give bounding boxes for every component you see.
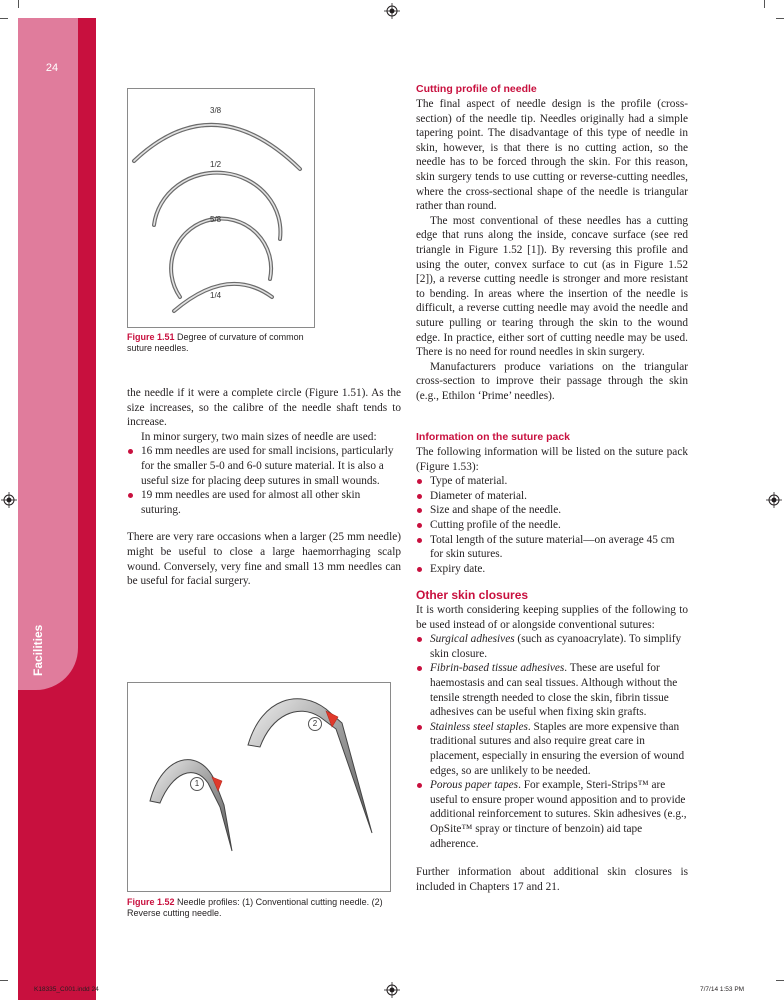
figure-152-caption — [127, 897, 393, 919]
list-term: Surgical adhesives — [430, 633, 515, 646]
crop-mark — [0, 980, 8, 981]
paragraph: Manufacturers produce variations on the triangular cross-section to improve their passage through the skin (e.g., Ethilon ‘Prime’ needles). — [416, 360, 688, 402]
crop-mark — [18, 0, 19, 8]
list-item: Type of material. — [416, 474, 688, 489]
right-column-cutting — [416, 97, 688, 403]
figure-151-caption — [127, 332, 307, 354]
crop-mark — [0, 18, 8, 19]
list-item: Diameter of material. — [416, 489, 688, 504]
figure-152 — [127, 682, 391, 892]
figure-number: Figure 1.52 — [127, 897, 175, 907]
slug-date: 7/7/14 1:53 PM — [700, 986, 745, 993]
list-term: Porous paper tapes — [430, 779, 519, 792]
paragraph: In minor surgery, two main sizes of needle are used: — [141, 430, 377, 443]
heading-suture-pack: Information on the suture pack — [416, 431, 571, 443]
list-term: Fibrin-based tissue adhesives — [430, 662, 565, 675]
crop-mark — [776, 980, 784, 981]
crop-mark — [764, 0, 765, 8]
list-item: Expiry date. — [416, 562, 688, 577]
heading-cutting-profile: Cutting profile of needle — [416, 83, 537, 95]
registration-mark-icon — [384, 3, 400, 19]
list-item — [416, 661, 688, 719]
paragraph: the needle if it were a complete circle (Figure 1.51). As the size increases, so the calibre of the needle shaft tends to increase. — [127, 387, 401, 429]
left-column — [127, 386, 401, 589]
paragraph: Further information about additional skin closures is included in Chapters 17 and 21. — [416, 866, 688, 893]
paragraph: It is worth considering keeping supplies of the following to be used instead of or alongside conventional sutures: — [416, 604, 688, 631]
marker-label: 1 — [194, 779, 200, 788]
closures-list — [416, 632, 688, 851]
caption-text: Degree of curvature of common suture needles. — [127, 332, 304, 353]
paragraph: The most conventional of these needles has a cutting edge that runs along the inside, concave surface (see red triangle in Figure 1.52 [1]). By reversing this profile and using the outer, convex surface to cut (as in Figure 1.52 [2]), a reverse cutting needle is stronger and more resistant to bending. In areas where the insertion of the needle is difficult, a reverse cutting needle may avoid the needle and suture pulling or tearing through the skin to the wound edge. In practice, either sort of cutting needle may be used. There is no need for round needles in skin surgery. — [416, 214, 688, 359]
right-column-info — [416, 445, 688, 576]
curvature-label: 1/2 — [210, 160, 222, 169]
needle-profile-illustration — [128, 683, 390, 891]
heading-other-closures: Other skin closures — [416, 588, 529, 602]
paragraph: There are very rare occasions when a larger (25 mm needle) might be useful to close a large haemorrhaging scalp wound. Conversely, very fine and small 13 mm needles can be useful for facial surgery. — [127, 531, 401, 588]
registration-mark-icon — [1, 492, 17, 508]
list-item: Size and shape of the needle. — [416, 503, 688, 518]
figure-number: Figure 1.51 — [127, 332, 175, 342]
paragraph: The following information will be listed on the suture pack (Figure 1.53): — [416, 446, 688, 473]
list-text: . These are useful for haemostasis and can seal tissues. Although without the tensile strength needed to close the skin, fibrin tissue adhesives can be useful when fixing skin grafts. — [430, 662, 678, 719]
needle-size-list — [127, 444, 401, 517]
marker-1 — [190, 777, 204, 791]
suture-pack-list — [416, 474, 688, 576]
marker-label: 2 — [312, 719, 318, 728]
list-item: Cutting profile of the needle. — [416, 518, 688, 533]
list-item: Total length of the suture material—on average 45 cm for skin sutures. — [416, 533, 688, 562]
registration-mark-icon — [766, 492, 782, 508]
list-term: Stainless steel staples — [430, 720, 528, 733]
registration-mark-icon — [384, 982, 400, 998]
list-item — [416, 720, 688, 778]
curvature-label: 5/8 — [210, 215, 222, 224]
chapter-tab-label: Facilities — [31, 624, 45, 676]
caption-text: Needle profiles: (1) Conventional cutting needle. (2) Reverse cutting needle. — [127, 897, 383, 918]
list-item — [416, 778, 688, 851]
page-number: 24 — [45, 62, 59, 74]
list-text: (such as cyanoacrylate). To simplify skin closure. — [430, 633, 682, 660]
paragraph: The final aspect of needle design is the profile (cross-section) of the needle tip. Needles originally had a simple tapering point. The disadvantage of this type of needle in skin, however, is that there is no cutting action, so the needle has to be forced through the skin. For this reason, skin surgery tends to use cutting or reverse-cutting needles, where the cross-sectional shape of the needle is triangular rather than round. — [416, 98, 688, 213]
right-column-closures — [416, 603, 688, 894]
list-item: 16 mm needles are used for small incisions, particularly for the smaller 5-0 and 6-0 suture material. It is also a useful size for placing deep sutures in small wounds. — [127, 444, 401, 488]
list-text: . For example, Steri-Strips™ are useful to ensure proper wound apposition and to provide additional reinforcement to sutures. Skin adhesives (e.g., OpSite™ spray or tincture of benzoin) aid tape adherence. — [430, 779, 687, 850]
crop-mark — [776, 18, 784, 19]
curvature-label: 1/4 — [210, 291, 222, 300]
list-item — [416, 632, 688, 661]
marker-2 — [308, 717, 322, 731]
figure-151 — [127, 88, 315, 328]
curvature-label: 3/8 — [210, 106, 222, 115]
list-item: 19 mm needles are used for almost all other skin suturing. — [127, 488, 401, 517]
list-text: . Staples are more expensive than traditional sutures and also require great care in placement, especially in ensuring the eversion of wound edges, so are unlikely to be needed. — [430, 720, 685, 777]
slug-file: K18335_C001.indd 24 — [34, 986, 99, 993]
